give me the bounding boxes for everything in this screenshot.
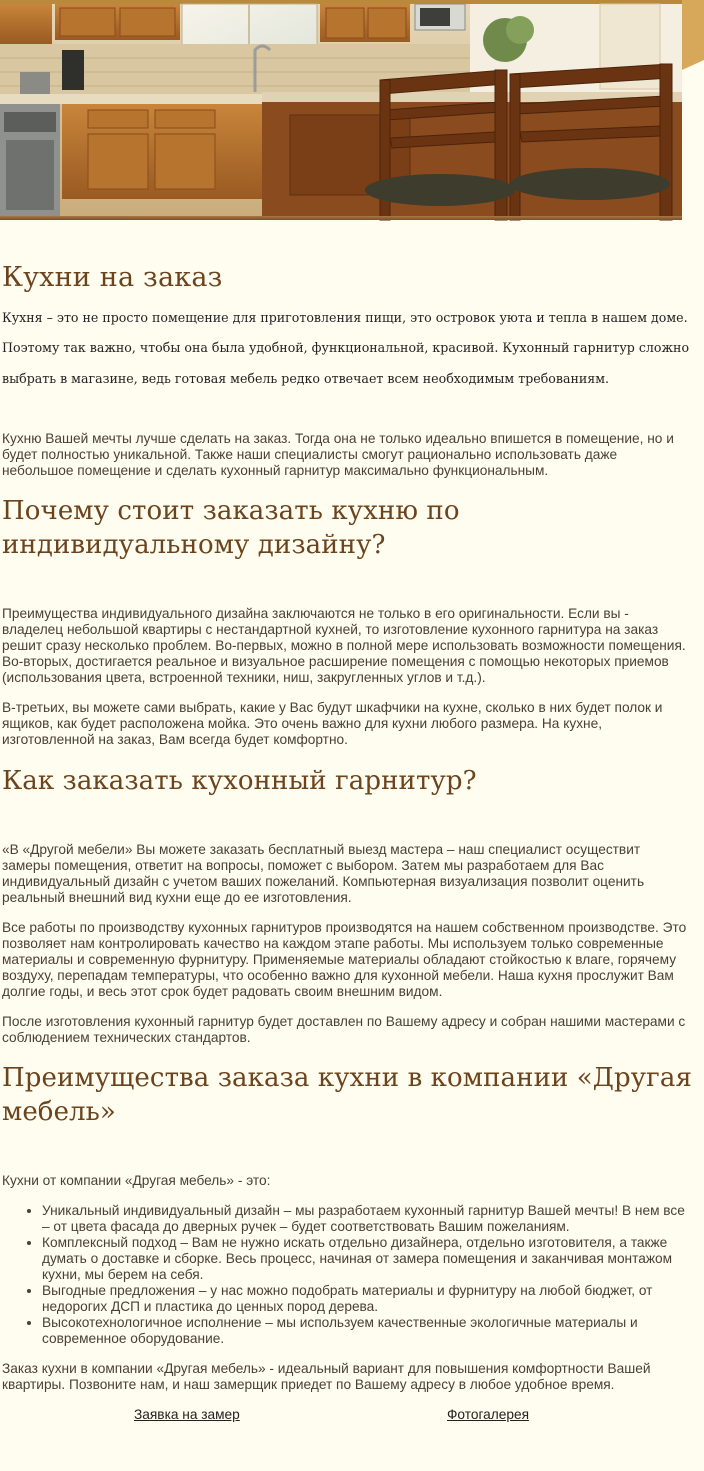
section-benefits-outro: Заказ кухни в компании «Другая мебель» - идеальный вариант для повышения комфортности Вашей квартиры. Позвоните нам, и наш замерщик приедет по Вашему адресу в любое удобное время. xyxy=(2,1361,651,1392)
kitchen-photo-icon xyxy=(0,0,704,225)
photo-gallery-link[interactable]: Фотогалерея xyxy=(447,1407,529,1422)
list-item: • Высокотехнологичное исполнение – мы используем качественные экологичные материалы и современное оборудование. xyxy=(42,1315,692,1347)
section-how-paragraph-2: Все работы по производству кухонных гарнитуров производятся на нашем собственном производстве. Это позволяет нам контролировать качество на каждом этапе работы. Мы используем только современные материалы и современную фурнитуру. Применяемые материалы обладают стойкостью к влаге, горячему воздуху, перепадам температуры, что особенно важно для кухонной мебели. Наша кухня прослужит Вам долгие годы, и весь этот срок будет радовать своим внешним видом. xyxy=(2,920,687,999)
section-how-paragraph-3: После изготовления кухонный гарнитур будет доставлен по Вашему адресу и собран нашими мастерами с соблюдением технических стандартов. xyxy=(2,1014,686,1045)
intro-paragraph-1: Кухня – это не просто помещение для приготовления пищи, это островок уюта и тепла в нашем доме. Поэтому так важно, чтобы она была удобной, функциональной, красивой. Кухонный гарнитур сложно выбрать в магазине, ведь готовая мебель редко отвечает всем необходимым требованиям. xyxy=(2,310,690,386)
footer-links xyxy=(0,1407,704,1425)
hero-image xyxy=(0,0,704,225)
list-item: • Комплексный подход – Вам не нужно искать отдельно дизайнера, отдельно изготовителя, а также думать о доставке и сборке. Весь процесс, начиная от замера помещения и заканчивая монтажом кухни, мы берем на себя. xyxy=(42,1235,692,1283)
benefits-list xyxy=(2,1203,692,1347)
page-title: Кухни на заказ xyxy=(2,262,223,293)
list-item: • Уникальный индивидуальный дизайн – мы разработаем кухонный гарнитур Вашей мечты! В нем все – от цвета фасада до дверных ручек – будет соответствовать Вашим пожеланиям. xyxy=(42,1203,692,1235)
section-how-paragraph-1: «В «Другой мебели» Вы можете заказать бесплатный выезд мастера – наш специалист осуществит замеры помещения, ответит на вопросы, поможет с выбором. Затем мы разработаем для Вас индивидуальный дизайн с учетом ваших пожеланий. Компьютерная визуализация позволит оценить реальный внешний вид кухни еще до ее изготовления. xyxy=(2,842,645,905)
list-item: • Выгодные предложения – у нас можно подобрать материалы и фурнитуру на любой бюджет, от недорогих ДСП и пластика до ценных пород дерева. xyxy=(42,1283,692,1315)
request-measurement-link[interactable]: Заявка на замер xyxy=(134,1407,240,1422)
section-why-paragraph-2: В-третьих, вы можете сами выбрать, какие у Вас будут шкафчики на кухне, сколько в них будет полок и ящиков, как будет расположена мойка. Это очень важно для кухни любого размера. На кухне, изготовленной на заказ, Вам всегда будет комфортно. xyxy=(2,700,663,747)
section-benefits-heading: Преимущества заказа кухни в компании «Другая мебель» xyxy=(2,1063,692,1127)
intro-paragraph-2: Кухню Вашей мечты лучше сделать на заказ. Тогда она не только идеально впишется в помещение, но и будет полностью уникальной. Также наши специалисты смогут рационально использовать даже небольшое помещение и сделать кухонный гарнитур максимально функциональным. xyxy=(2,431,674,478)
section-benefits-lead: Кухни от компании «Другая мебель» - это: xyxy=(2,1173,271,1188)
section-how-heading: Как заказать кухонный гарнитур? xyxy=(2,766,477,796)
section-why-heading: Почему стоит заказать кухню по индивидуальному дизайну? xyxy=(2,496,460,560)
section-why-paragraph-1: Преимущества индивидуального дизайна заключаются не только в его оригинальности. Если вы - владелец небольшой квартиры с нестандартной кухней, то изготовление кухонного гарнитура на заказ решит сразу несколько проблем. Во-первых, можно в полной мере использовать возможности помещения. Во-вторых, достигается реальное и визуальное расширение помещения с помощью некоторых приемов (использования цвета, встроенной техники, ниш, закругленных углов и т.д.). xyxy=(2,606,686,685)
